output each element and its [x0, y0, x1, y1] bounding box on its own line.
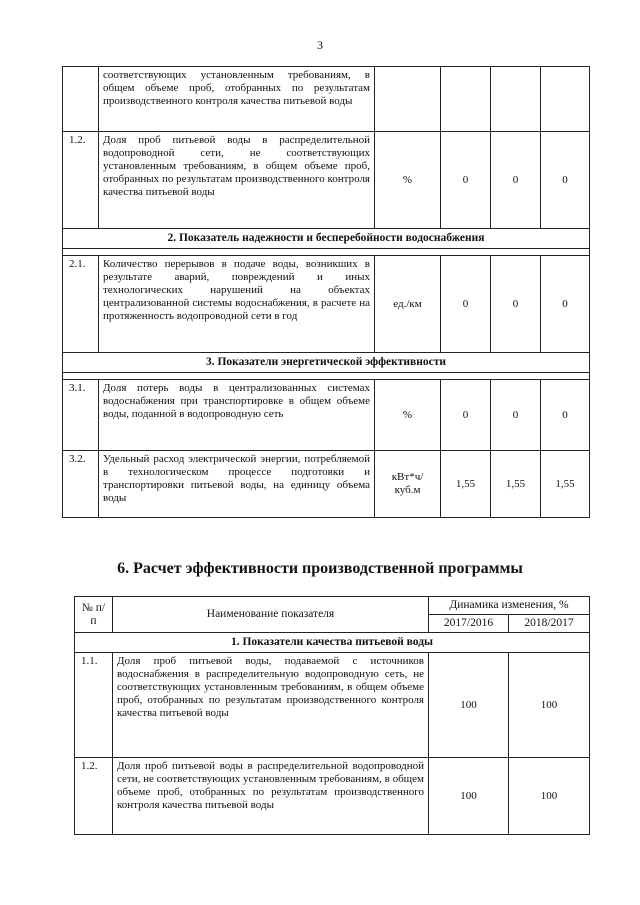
value-cell: 1,55 — [541, 451, 590, 518]
page-number: 3 — [317, 38, 323, 52]
table-row — [63, 256, 590, 353]
value-cell: 0 — [441, 132, 491, 229]
num-cell — [63, 67, 99, 132]
indicator-name: Доля проб питьевой воды, подаваемой с источников водоснабжения в распределительную водопроводную сеть, не соответствующих установленным требованиям, в общем объеме проб, отобранных по результатам производственного контроля качества питьевой воды — [113, 653, 429, 758]
indicator-name: Доля проб питьевой воды в распределительной водопроводной сети, не соответствующих установленным требованиям, в общем объеме проб, отобранных по результатам производственного контроля качества питьевой воды — [113, 758, 429, 835]
header-name: Наименование показателя — [113, 597, 429, 633]
header-year: 2017/2016 — [429, 615, 509, 633]
section-heading: 3. Показатели энергетической эффективности — [63, 353, 590, 373]
spacer — [63, 373, 590, 380]
value-cell: 0 — [491, 256, 541, 353]
indicator-name: Доля потерь воды в централизованных системах водоснабжения при транспортировке в общем объеме воды, поданной в водопроводную сеть — [99, 380, 375, 451]
row-number: 1.1. — [75, 653, 113, 758]
table-row — [63, 132, 590, 229]
name-cell: соответствующих установленным требованиям, в общем объеме проб, отобранных по результатам производственного контроля качества питьевой воды — [99, 67, 375, 132]
value-cell: 1,55 — [491, 451, 541, 518]
value-cell: 100 — [509, 758, 590, 835]
row-number: 2.1. — [63, 256, 99, 353]
indicator-name: Удельный расход электрической энергии, потребляемой в технологическом процессе подготовки и транспортировки питьевой воды, на единицу объема воды — [99, 451, 375, 518]
header-num: № п/п — [75, 597, 113, 633]
value-cell: 0 — [541, 380, 590, 451]
indicators-table — [62, 66, 590, 518]
unit-cell: ед./км — [375, 256, 441, 353]
indicator-name: Доля проб питьевой воды в распределительной водопроводной сети, не соответствующих установленным требованиям, в общем объеме проб, отобранных по результатам производственного контроля качества питьевой воды — [99, 132, 375, 229]
value-cell — [441, 67, 491, 132]
value-cell: 0 — [491, 380, 541, 451]
value-cell: 1,55 — [441, 451, 491, 518]
row-number: 3.2. — [63, 451, 99, 518]
header-dynamics: Динамика изменения, % — [429, 597, 590, 615]
value-cell — [541, 67, 590, 132]
table-row — [63, 67, 590, 132]
value-cell: 0 — [441, 256, 491, 353]
unit-cell: % — [375, 380, 441, 451]
efficiency-table — [74, 596, 590, 835]
section-title: 6. Расчет эффективности производственной программы — [117, 560, 523, 577]
row-number: 1.2. — [63, 132, 99, 229]
unit-cell — [375, 67, 441, 132]
table-row — [75, 758, 590, 835]
spacer — [63, 249, 590, 256]
value-cell — [491, 67, 541, 132]
table-row — [75, 653, 590, 758]
section-heading: 1. Показатели качества питьевой воды — [75, 633, 590, 653]
row-number: 3.1. — [63, 380, 99, 451]
table-row — [63, 451, 590, 518]
value-cell: 0 — [441, 380, 491, 451]
unit-cell: % — [375, 132, 441, 229]
header-year: 2018/2017 — [509, 615, 590, 633]
value-cell: 0 — [541, 256, 590, 353]
section-heading: 2. Показатель надежности и бесперебойности водоснабжения — [63, 229, 590, 249]
table-row — [63, 380, 590, 451]
row-number: 1.2. — [75, 758, 113, 835]
value-cell: 0 — [541, 132, 590, 229]
value-cell: 100 — [429, 758, 509, 835]
value-cell: 100 — [429, 653, 509, 758]
value-cell: 100 — [509, 653, 590, 758]
unit-cell: кВт*ч/куб.м — [375, 451, 441, 518]
indicator-name: Количество перерывов в подаче воды, возникших в результате аварий, повреждений и иных технологических нарушений на объектах централизованной системы водоснабжения, в расчете на протяженность водопроводной сети в год — [99, 256, 375, 353]
value-cell: 0 — [491, 132, 541, 229]
